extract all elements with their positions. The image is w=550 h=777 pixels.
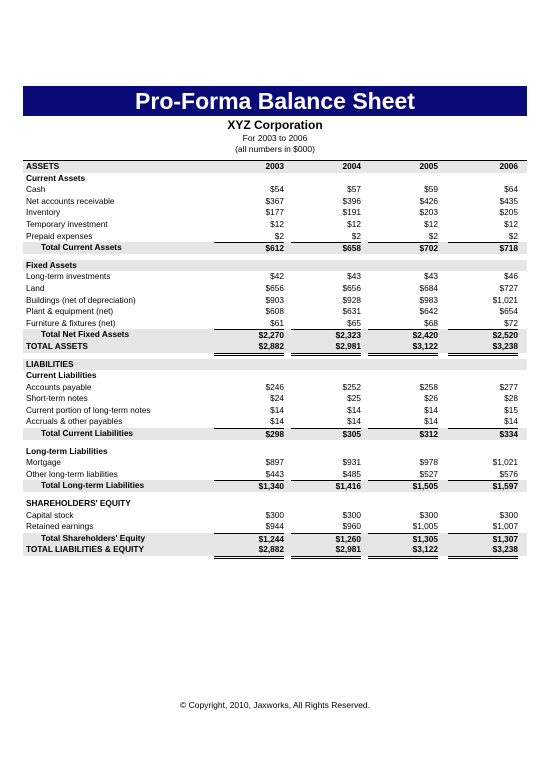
table-row <box>23 457 527 469</box>
value-cell: $14 <box>347 416 361 427</box>
value-cell: $631 <box>342 306 361 317</box>
value-cell: $1,005 <box>412 521 438 532</box>
table-row <box>23 231 527 243</box>
table-row <box>23 359 527 371</box>
value-cell: $2,520 <box>448 329 518 342</box>
row-label: Total Current Liabilities <box>41 428 134 439</box>
row-label: Land <box>26 282 45 293</box>
row-label: Total Shareholders' Equity <box>41 532 146 543</box>
value-cell: $57 <box>347 184 361 195</box>
value-cell: $12 <box>504 218 518 229</box>
row-label: Total Long-term Liabilities <box>41 480 145 491</box>
value-cell: $26 <box>424 393 438 404</box>
table-row <box>23 260 527 272</box>
value-cell: $983 <box>419 294 438 305</box>
value-cell: $684 <box>419 282 438 293</box>
value-cell: $1,260 <box>291 533 361 546</box>
value-cell: $300 <box>499 509 518 520</box>
table-row <box>23 498 527 510</box>
value-cell: $1,021 <box>492 457 518 468</box>
value-cell: $727 <box>499 282 518 293</box>
row-label: Net accounts receivable <box>26 195 115 206</box>
value-cell: $2,420 <box>368 329 438 342</box>
value-cell: $426 <box>419 195 438 206</box>
value-cell: $3,122 <box>368 341 438 356</box>
value-cell: $277 <box>499 381 518 392</box>
year-header: 2004 <box>342 161 361 171</box>
row-label: Other long-term liabilities <box>26 468 118 479</box>
value-cell: $246 <box>265 381 284 392</box>
row-label: Short-term notes <box>26 393 88 404</box>
row-label: ASSETS <box>26 161 60 171</box>
year-header: 2003 <box>265 161 284 171</box>
value-cell: $2,882 <box>214 544 284 559</box>
row-label: Current Liabilities <box>26 370 97 381</box>
value-cell: $43 <box>424 271 438 282</box>
value-cell: $3,238 <box>448 341 518 356</box>
value-cell: $1,021 <box>492 294 518 305</box>
value-cell: $2 <box>428 230 438 241</box>
value-cell: $944 <box>265 521 284 532</box>
value-cell: $2 <box>274 230 284 241</box>
table-row <box>23 405 527 417</box>
value-cell: $68 <box>424 317 438 328</box>
row-label: LIABILITIES <box>26 358 74 369</box>
value-cell: $1,305 <box>368 533 438 546</box>
row-label: Temporary investment <box>26 218 108 229</box>
value-cell: $435 <box>499 195 518 206</box>
table-row <box>23 480 527 492</box>
column-header-row <box>23 160 527 173</box>
page-title: Pro-Forma Balance Sheet <box>23 86 527 116</box>
row-label: Mortgage <box>26 457 62 468</box>
row-label: Cash <box>26 184 46 195</box>
value-cell: $14 <box>270 416 284 427</box>
row-label: Total Current Assets <box>41 242 122 253</box>
table-row <box>23 533 527 545</box>
value-cell: $654 <box>499 306 518 317</box>
value-cell: $177 <box>265 207 284 218</box>
value-cell: $527 <box>419 468 438 479</box>
row-label: Fixed Assets <box>26 259 77 270</box>
value-cell: $2 <box>351 230 361 241</box>
table-row <box>23 219 527 231</box>
value-cell: $1,007 <box>492 521 518 532</box>
value-cell: $1,597 <box>448 480 518 493</box>
table-row <box>23 510 527 522</box>
table-row <box>23 184 527 196</box>
value-cell: $14 <box>347 404 361 415</box>
value-cell: $367 <box>265 195 284 206</box>
value-cell: $61 <box>270 317 284 328</box>
value-cell: $608 <box>265 306 284 317</box>
company-name: XYZ Corporation <box>227 118 323 132</box>
value-cell: $59 <box>424 184 438 195</box>
row-label: TOTAL ASSETS <box>26 340 88 351</box>
row-label: Accounts payable <box>26 381 92 392</box>
value-cell: $72 <box>504 317 518 328</box>
value-cell: $14 <box>424 404 438 415</box>
row-label: TOTAL LIABILITIES & EQUITY <box>26 544 145 555</box>
period-text: For 2003 to 2006 <box>242 133 308 143</box>
value-cell: $252 <box>342 381 361 392</box>
row-label: Current portion of long-term notes <box>26 404 151 415</box>
value-cell: $25 <box>347 393 361 404</box>
value-cell: $312 <box>368 428 438 441</box>
value-cell: $656 <box>265 282 284 293</box>
row-label: Long-term investments <box>26 271 111 282</box>
value-cell: $305 <box>291 428 361 441</box>
value-cell: $485 <box>342 468 361 479</box>
units-text: (all numbers in $000) <box>235 144 315 154</box>
table-row <box>23 446 527 458</box>
table-row <box>23 382 527 394</box>
table-row <box>23 295 527 307</box>
table-row <box>23 306 527 318</box>
row-label: Buildings (net of depreciation) <box>26 294 136 305</box>
value-cell: $718 <box>448 242 518 255</box>
value-cell: $2,270 <box>214 329 284 342</box>
row-label: Furniture & fixtures (net) <box>26 317 116 328</box>
value-cell: $1,340 <box>214 480 284 493</box>
value-cell: $612 <box>214 242 284 255</box>
value-cell: $14 <box>504 416 518 427</box>
value-cell: $396 <box>342 195 361 206</box>
row-label: Accruals & other payables <box>26 416 123 427</box>
table-row <box>23 393 527 405</box>
value-cell: $443 <box>265 468 284 479</box>
value-cell: $205 <box>499 207 518 218</box>
value-cell: $576 <box>499 468 518 479</box>
value-cell: $24 <box>270 393 284 404</box>
value-cell: $2,323 <box>291 329 361 342</box>
row-label: Inventory <box>26 207 61 218</box>
value-cell: $2,882 <box>214 341 284 356</box>
value-cell: $46 <box>504 271 518 282</box>
value-cell: $1,307 <box>448 533 518 546</box>
value-cell: $1,244 <box>214 533 284 546</box>
row-label: Retained earnings <box>26 521 94 532</box>
table-row <box>23 416 527 428</box>
value-cell: $658 <box>291 242 361 255</box>
table-row <box>23 207 527 219</box>
value-cell: $656 <box>342 282 361 293</box>
value-cell: $43 <box>347 271 361 282</box>
value-cell: $2,981 <box>291 544 361 559</box>
value-cell: $3,238 <box>448 544 518 559</box>
value-cell: $300 <box>419 509 438 520</box>
table-row <box>23 428 527 440</box>
value-cell: $2 <box>508 230 518 241</box>
value-cell: $12 <box>270 218 284 229</box>
table-row <box>23 370 527 382</box>
table-row <box>23 469 527 481</box>
row-label: Total Net Fixed Assets <box>41 329 130 340</box>
value-cell: $298 <box>214 428 284 441</box>
value-cell: $334 <box>448 428 518 441</box>
value-cell: $1,505 <box>368 480 438 493</box>
table-row <box>23 196 527 208</box>
value-cell: $978 <box>419 457 438 468</box>
table-row <box>23 521 527 533</box>
row-label: SHAREHOLDERS' EQUITY <box>26 498 131 509</box>
value-cell: $928 <box>342 294 361 305</box>
table-row <box>23 544 527 556</box>
value-cell: $1,416 <box>291 480 361 493</box>
value-cell: $42 <box>270 271 284 282</box>
table-row <box>23 173 527 185</box>
table-row <box>23 271 527 283</box>
year-header: 2006 <box>499 161 518 171</box>
value-cell: $14 <box>424 416 438 427</box>
value-cell: $28 <box>504 393 518 404</box>
value-cell: $54 <box>270 184 284 195</box>
value-cell: $300 <box>265 509 284 520</box>
value-cell: $2,981 <box>291 341 361 356</box>
value-cell: $3,122 <box>368 544 438 559</box>
balance-sheet-table <box>23 160 527 556</box>
value-cell: $903 <box>265 294 284 305</box>
value-cell: $897 <box>265 457 284 468</box>
value-cell: $960 <box>342 521 361 532</box>
value-cell: $931 <box>342 457 361 468</box>
row-label: Prepaid expenses <box>26 230 93 241</box>
table-row <box>23 242 527 254</box>
table-row <box>23 341 527 353</box>
value-cell: $642 <box>419 306 438 317</box>
value-cell: $65 <box>347 317 361 328</box>
value-cell: $14 <box>270 404 284 415</box>
copyright-footer: © Copyright, 2010, Jaxworks, All Rights Reserved. <box>179 700 371 710</box>
row-label: Plant & equipment (net) <box>26 306 114 317</box>
table-row <box>23 283 527 295</box>
value-cell: $64 <box>504 184 518 195</box>
value-cell: $702 <box>368 242 438 255</box>
row-label: Current Assets <box>26 172 86 183</box>
table-row <box>23 329 527 341</box>
row-label: Long-term Liabilities <box>26 445 108 456</box>
value-cell: $300 <box>342 509 361 520</box>
row-label: Capital stock <box>26 509 74 520</box>
value-cell: $203 <box>419 207 438 218</box>
value-cell: $15 <box>504 404 518 415</box>
year-header: 2005 <box>419 161 438 171</box>
value-cell: $12 <box>424 218 438 229</box>
value-cell: $12 <box>347 218 361 229</box>
table-row <box>23 318 527 330</box>
value-cell: $191 <box>342 207 361 218</box>
value-cell: $258 <box>419 381 438 392</box>
